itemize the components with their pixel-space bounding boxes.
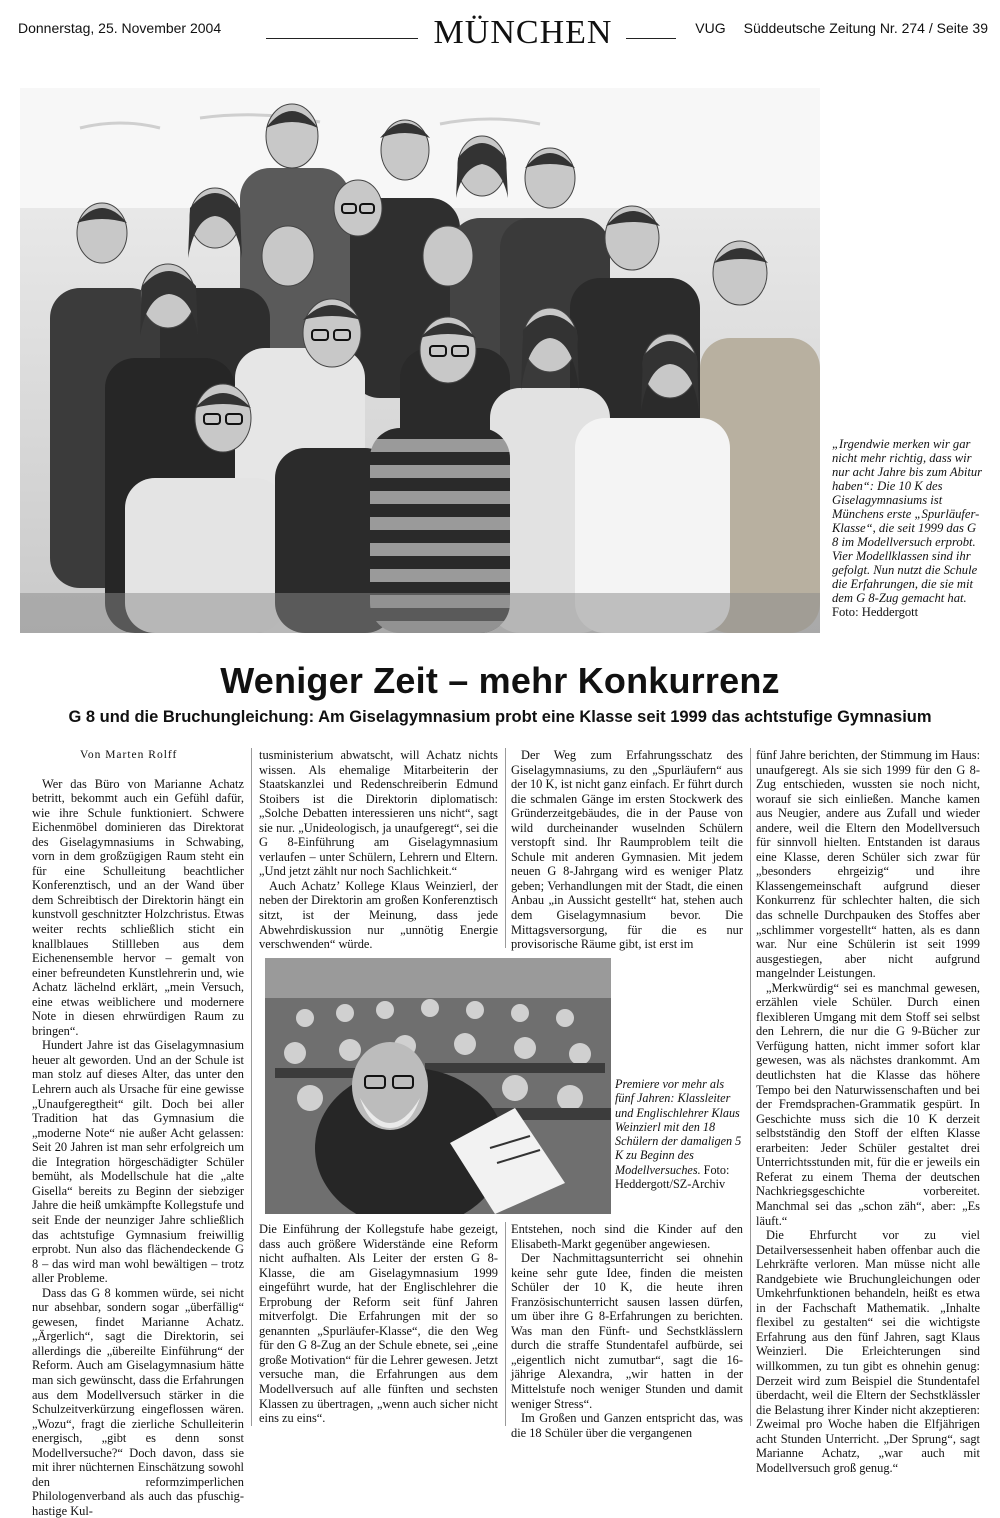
page-header [18,12,988,52]
article-column-4 [756,748,981,1475]
paragraph: Der Nachmittagsunterricht sei ohnehin keine sehr gute Idee, finden die meisten Schüler der 10 K, die heute ihren Französischunterricht sausen lassen dürfen, um über ihre G 8-Erfahrungen zu berichten. Was man den Fünft- und Sechstklässlern durch die straffe Stundentafel aufbürde, sei „eigentlich nicht zumutbar“, sagt die 16-jährige Alexandra, „wir hatten in der Mittelstufe noch weniger Stunden und damit weniger Stress“. [511,1251,743,1411]
paragraph: „Merkwürdig“ sei es manchmal gewesen, erzählen viele Schüler. Durch einen flexibleren Umgang mit dem Stoff sei selbst den Lehrern, die nur die G 9-Bücher zur Verfügung hatten, nicht immer sofort klar gewesen, was als nächstes drankommt. Am deutlichsten hat die Klasse das höhere Tempo bei den Naturwissenschaften und bei der Fremdsprachen-Grammatik gespürt. In Geschichte muss sich die 10 K derzeit selbstständig den Stoff der elften Klasse erarbeiten: Jeder Schüler gestaltet drei Unterrichtsstunden mit, für die er jeweils ein Referat zu einem Thema der deutschen Nachkriegsgeschichte vorbereitet. Manchmal sei das „schon zäh“, aber: „Es läuft.“ [756,980,980,1228]
article-headline: Weniger Zeit – mehr Konkurrenz [220,660,780,701]
classroom-archive-photo-illustration [265,958,611,1214]
class-group-photo [20,88,820,633]
paragraph: Hundert Jahre ist das Giselagymnasium heuer alt geworden. Und an der Schule ist man stolz auf dieses Alter, das unter den Lehrern auch als Ursache für eine gewisse „Unaufgeregtheit“ gilt. Doch bei aller Tradition hat das Gymnasium die „moderne Note“ nie außer Acht gelassen: Seit 20 Jahren ist man sehr erfolgreich um die Integration hörgeschädigter Schüler bemüht, als Modellschule hat die „alte Gisella“ bereits zu Beginn der siebziger Jahre die heiß umkämpfte Kollegstufe und seit Ende der neunziger Jahre schließlich das achtstufige Gymnasium freiwillig erprobt. Nun also das flächendeckende G 8 – das wird man wohl bewältigen – trotz aller Probleme. [32,1038,244,1286]
section-title: MÜNCHEN [433,14,613,51]
paragraph: Wer das Büro von Marianne Achatz betritt, bekommt auch ein Gefühl dafür, wie ihre Schule funktioniert. Schwere Eichenmöbel dominieren das Direktorat des Giselagymnasiums in Schwabing, vorn in dem großzügigen Raum steht ein für eine Schulleitung beachtlicher Konferenztisch, und an der Wand über dem Schreibtisch der Direktorin hängt ein kunstvoll geschnitzter Holzchristus. Etwas weiter rechts schließlich sticht ein knallblaues Stillleben aus dem Eichenensemble hervor – gemalt von einer befreundeten Kunstlehrerin und, wie Achatz lächelnd erklärt, „mein Versuch, eine etwas weiblichere und modernere Note in diesen ehrwürdigen Raum zu bringen“. [32,776,244,1038]
article-column-2-bottom [259,1222,498,1427]
publication-info [695,20,988,36]
column-divider [505,1222,506,1426]
small-photo-credit: Foto: Heddergott/SZ-Archiv [615,1162,730,1192]
small-photo-caption [615,1077,745,1191]
paragraph: fünf Jahre berichten, der Stimmung im Haus: unaufgeregt. Als sie sich 1999 für den G 8-Zug entschieden, wussten sie noch nicht, worauf sie sich einließen. Manche kamen aus Neugier, andere aus Zufall und wieder andere, weil die Eltern den Modellversuch für sinnvoll hielten. Entstanden ist daraus eine Klasse, deren Schüler sich zwar für „besonders ehrgeizig“ und ihre Klassengemeinschaft aufgrund dieser Konkurrenz für schlechter halten, die sich das schnelle Durchpauken des Stoffes aber „schlimmer vorgestellt“ hatten, als es dann war. Nur eine Schülerin ist seit 1999 ausgestiegen, aber nicht aufgrund mangelnder Leistungen. [756,748,981,981]
publication-issue: Süddeutsche Zeitung Nr. 274 / Seite 39 [743,20,988,36]
paragraph: tusministerium abwatscht, will Achatz nichts wissen. Als ehemalige Mitarbeiterin der Staatskanzlei und Redenschreiberin Edmund Stoibers ist die Direktorin diplomatisch: „Solche Debatten interessieren uns nicht“, sagt sie nur. „Unideologisch, ja unaufgeregt“, sei die G 8-Einführung am Giselagymnasium verlaufen – unter Schülern, Lehrern und Eltern. „Und jetzt zählt nur noch Sachlichkeit.“ [259,748,498,879]
small-photo-caption-text: Premiere vor mehr als fünf Jahren: Klassleiter und Englischlehrer Klaus Weinzierl mit den 18 Schülern der damaligen 5 K zu Beginn des Modellversuches. [615,1077,742,1177]
article-column-3-top [511,748,743,952]
paragraph: Die Ehrfurcht vor zu viel Detailversessenheit haben offenbar auch die Lehrkräfte verloren. Man müsse nicht alle Randgebiete wie Bruchungleichungen oder Umkehrfunktionen behandeln, heißt es etwa in der Fachschaft Mathematik. „Inhalte flexibel zu gestalten“ sei die wichtigste Erfahrung aus den fünf Jahren, sagt Klaus Weinzierl. Die Erleichterungen sind willkommen, zu tun gibt es ohnehin genug: Derzeit wird zum Beispiel die Stundentafel überdacht, weil die Eltern der Sechstklässler die Belastung ihrer Kinder nicht akzeptieren: Zweimal pro Woche haben die Elfjährigen acht Stunden Unterricht. „Der Sprung“, sagt Marianne Achatz, „war auch mit Modellversuch groß genug.“ [756,1228,980,1475]
article-column-1 [32,748,244,1518]
header-rule-right [626,38,676,39]
column-divider [750,748,751,1426]
byline: Von Marten Rolff [80,749,178,761]
column-divider [251,748,252,1426]
article-column-3-bottom [511,1222,743,1440]
paragraph: Auch Achatz’ Kollege Klaus Weinzierl, der neben der Direktorin am großen Konferenztisch sitzt, ist der Meinung, dass jede Abwehrdiskussion nur „unnötig Energie verschwenden“ würde. [259,878,498,952]
header-rule-left [266,38,418,39]
class-group-photo-illustration [20,88,820,633]
issue-date: Donnerstag, 25. November 2004 [18,20,222,36]
paragraph: Dass das G 8 kommen würde, sei nicht nur absehbar, sondern sogar „überfällig“ gewesen, findet Marianne Achatz. „Ärgerlich“, sagt die Direktorin, sei allerdings die „übereilte Einführung“ der Reform. Auch am Giselagymnasium hätte man sich gewünscht, dass die Erfahrungen aus dem Modellversuch stärker in die Schulzeitverkürzung eingeflossen wären. „Wozu“, fragt die zierliche Schulleiterin energisch, „gibt es denn sonst Modellversuche?“ Doch davon, dass sie mit ihrer nüchternen Einschätzung sowohl den reformzimperlichen Philologenverband als auch das pfuschig-hastige Kul- [32,1285,244,1518]
column-divider [505,748,506,948]
classroom-archive-photo [265,958,611,1214]
paragraph: Entstehen, noch sind die Kinder auf den Elisabeth-Markt gegenüber angewiesen. [511,1222,743,1251]
main-photo-caption-text: „Irgendwie merken wir gar nicht mehr richtig, dass wir nur acht Jahre bis zum Abitur haben“: Die 10 K des Giselagymnasiums ist Münchens erste „Spurläufer-Klasse“, die seit 1999 das G 8 im Modellversuch erprobt. Vier Modellklassen sind ihr gefolgt. Nun nutzt die Schule die Erfahrungen, die sie mit dem G 8-Zug gemacht hat. [832,437,983,605]
article-column-2-top [259,748,498,952]
main-photo-caption [832,437,984,619]
publication-code: VUG [695,20,726,36]
paragraph: Im Großen und Ganzen entspricht das, was die 18 Schüler über die vergangenen [511,1411,743,1440]
main-photo-credit: Foto: Heddergott [832,605,919,619]
paragraph: Der Weg zum Erfahrungsschatz des Giselagymnasiums, zu den „Spurläufern“ aus der 10 K, ist nicht ganz einfach. Er führt durch die schmalen Gänge im ersten Stockwerk des Gründerzeitgebäudes, die in der Pause von wild durcheinander wuselnden Schülern verstopft sind. Ihr Raumproblem teilt die Schule mit anderen Gymnasien. Mit jedem neuen G 8-Jahrgang wird es weniger Platz geben; Verhandlungen mit der Stadt, die einen Anbau „in Aussicht gestellt“ hat, stehen auch dem Giselagymnasium bevor. Die Mittagsversorgung, für die es nur provisorische Räume gibt, ist erst im [511,748,743,952]
article-subheadline: G 8 und die Bruchungleichung: Am Giselagymnasium probt eine Klasse seit 1999 das achtstufige Gymnasium [68,708,932,726]
paragraph: Die Einführung der Kollegstufe habe gezeigt, dass auch größere Widerstände eine Reform nicht aufhalten. Als Leiter der ersten G 8-Klasse, die am Giselagymnasium 1999 eingeführt wurde, hat der Englischlehrer die Erprobung der Reform seit fünf Jahren mitverfolgt. Die Erfahrungen mit der so genannten „Spurläufer-Klasse“, die den Weg für den G 8-Zug an der Schule ebnete, sei „eine große Motivation“ für die Lehrer gewesen. Jetzt versuche man, die Erfahrungen aus dem Modellversuch auf alle fünften und sechsten Klassen zu übertragen, „wenn auch sicher nicht eins zu eins“. [259,1222,498,1426]
